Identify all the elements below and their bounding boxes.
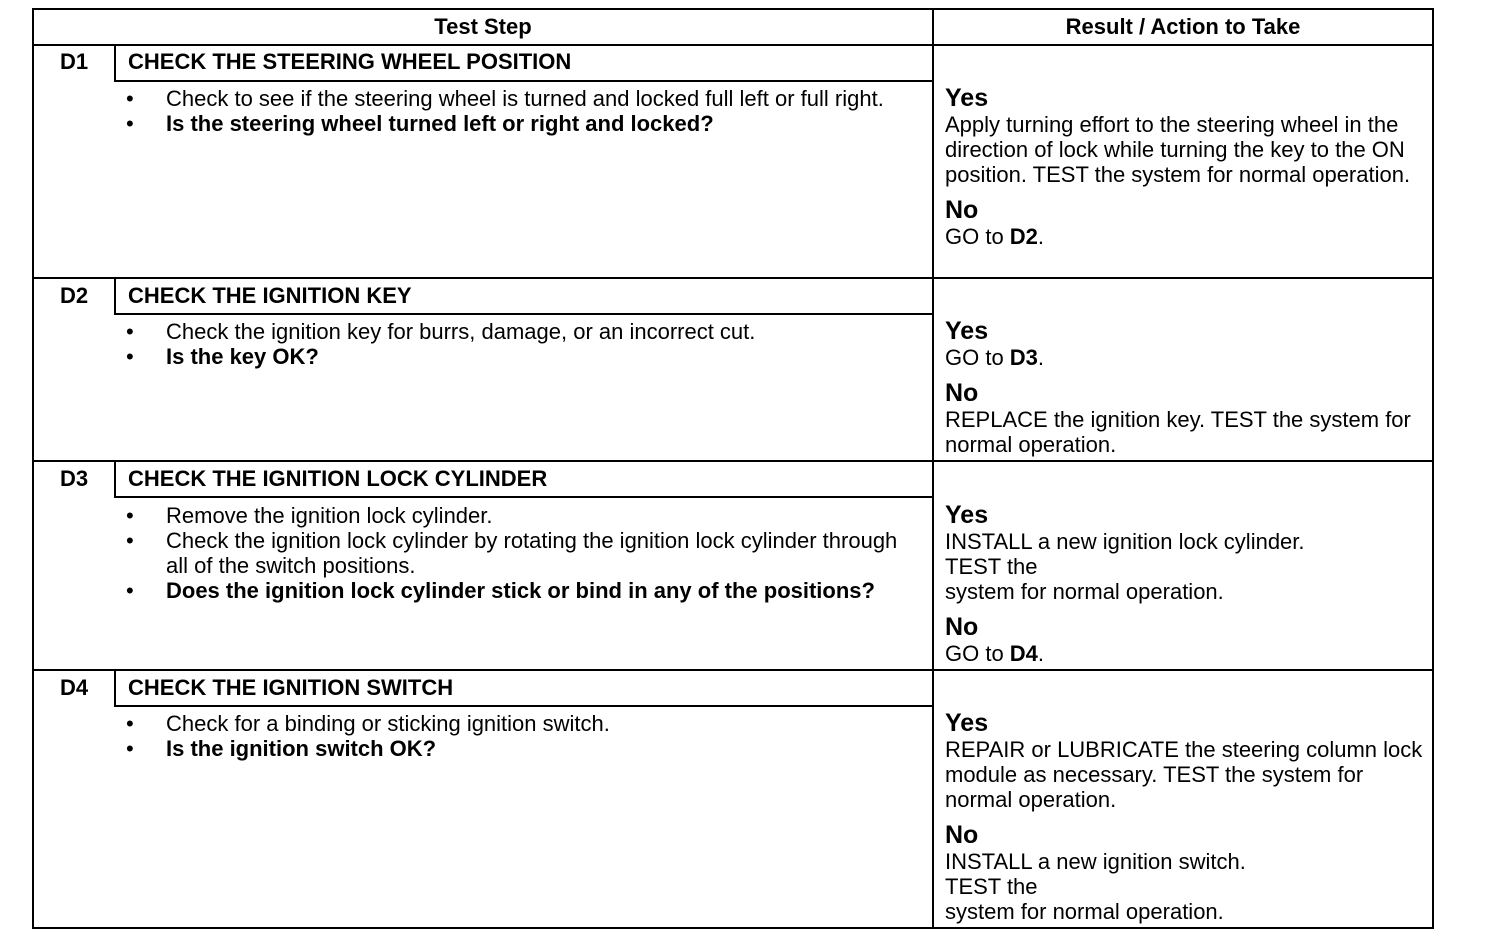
- list-item: • Check the ignition key for burrs, damage, or an incorrect cut.: [126, 319, 756, 344]
- result-cell: [945, 709, 1425, 924]
- no-label: No: [945, 821, 979, 849]
- step-bullets: [124, 86, 924, 136]
- list-item: • Is the key OK?: [126, 344, 319, 369]
- no-action: GO to D4.: [945, 641, 1045, 666]
- column-divider: [932, 8, 934, 929]
- no-action: REPLACE the ignition key. TEST the system for normal operation.: [945, 407, 1411, 457]
- bullet-icon: •: [126, 86, 134, 111]
- step-id: D3: [59, 466, 89, 491]
- list-item: • Remove the ignition lock cylinder.: [126, 503, 493, 528]
- step-id-divider: [114, 670, 116, 707]
- yes-action-line: INSTALL a new ignition lock cylinder.: [945, 529, 1305, 554]
- yes-label: Yes: [945, 317, 989, 345]
- title-rule: [114, 313, 934, 315]
- step-bullets: [124, 319, 924, 369]
- result-cell: [945, 84, 1425, 249]
- no-label: No: [945, 379, 979, 407]
- yes-action: Apply turning effort to the steering wheel in the direction of lock while turning the key to the ON position. TEST the system for normal operation.: [945, 112, 1411, 187]
- yes-action: REPAIR or LUBRICATE the steering column lock module as necessary. TEST the system for normal operation.: [945, 737, 1423, 812]
- list-item: • Does the ignition lock cylinder stick or bind in any of the positions?: [126, 578, 875, 603]
- yes-action-line: system for normal operation.: [945, 579, 1224, 604]
- list-item: • Is the ignition switch OK?: [126, 736, 437, 761]
- list-item: • Check for a binding or sticking ignition switch.: [126, 711, 610, 736]
- list-item: • Is the steering wheel turned left or right and locked?: [126, 111, 714, 136]
- no-action-line: system for normal operation.: [945, 899, 1224, 924]
- bullet-icon: •: [126, 344, 134, 369]
- yes-label: Yes: [945, 709, 989, 737]
- result-cell: [945, 317, 1425, 457]
- step-id: D1: [59, 49, 89, 74]
- bullet-icon: •: [126, 111, 134, 136]
- result-cell: [945, 501, 1425, 666]
- yes-action-line: TEST the: [945, 554, 1038, 579]
- step-id-divider: [114, 461, 116, 498]
- no-action: GO to D2.: [945, 224, 1045, 249]
- bullet-icon: •: [126, 319, 134, 344]
- step-title: CHECK THE IGNITION KEY: [128, 283, 412, 308]
- title-rule: [114, 705, 934, 707]
- title-rule: [114, 496, 934, 498]
- step-id: D2: [59, 283, 89, 308]
- bullet-icon: •: [126, 528, 134, 553]
- bullet-icon: •: [126, 711, 134, 736]
- no-label: No: [945, 613, 979, 641]
- step-title: CHECK THE IGNITION SWITCH: [128, 675, 454, 700]
- no-action-line: TEST the: [945, 874, 1038, 899]
- step-title: CHECK THE IGNITION LOCK CYLINDER: [128, 466, 548, 491]
- step-bullets: [124, 711, 924, 761]
- step-title: CHECK THE STEERING WHEEL POSITION: [128, 49, 572, 74]
- list-item: • Check the ignition lock cylinder by rotating the ignition lock cylinder through all of the switch positions.: [126, 528, 898, 578]
- title-rule: [114, 80, 934, 82]
- yes-action: GO to D3.: [945, 345, 1045, 370]
- yes-label: Yes: [945, 84, 989, 112]
- bullet-icon: •: [126, 503, 134, 528]
- step-id-divider: [114, 278, 116, 315]
- header-test-step: Test Step: [434, 14, 532, 39]
- list-item: • Check to see if the steering wheel is turned and locked full left or full right.: [126, 86, 884, 111]
- no-label: No: [945, 196, 979, 224]
- bullet-icon: •: [126, 578, 134, 603]
- bullet-icon: •: [126, 736, 134, 761]
- step-id-divider: [114, 44, 116, 81]
- header-result-action: Result / Action to Take: [1065, 14, 1301, 39]
- step-id: D4: [59, 675, 89, 700]
- no-action-line: INSTALL a new ignition switch.: [945, 849, 1246, 874]
- yes-label: Yes: [945, 501, 989, 529]
- step-bullets: [124, 503, 924, 603]
